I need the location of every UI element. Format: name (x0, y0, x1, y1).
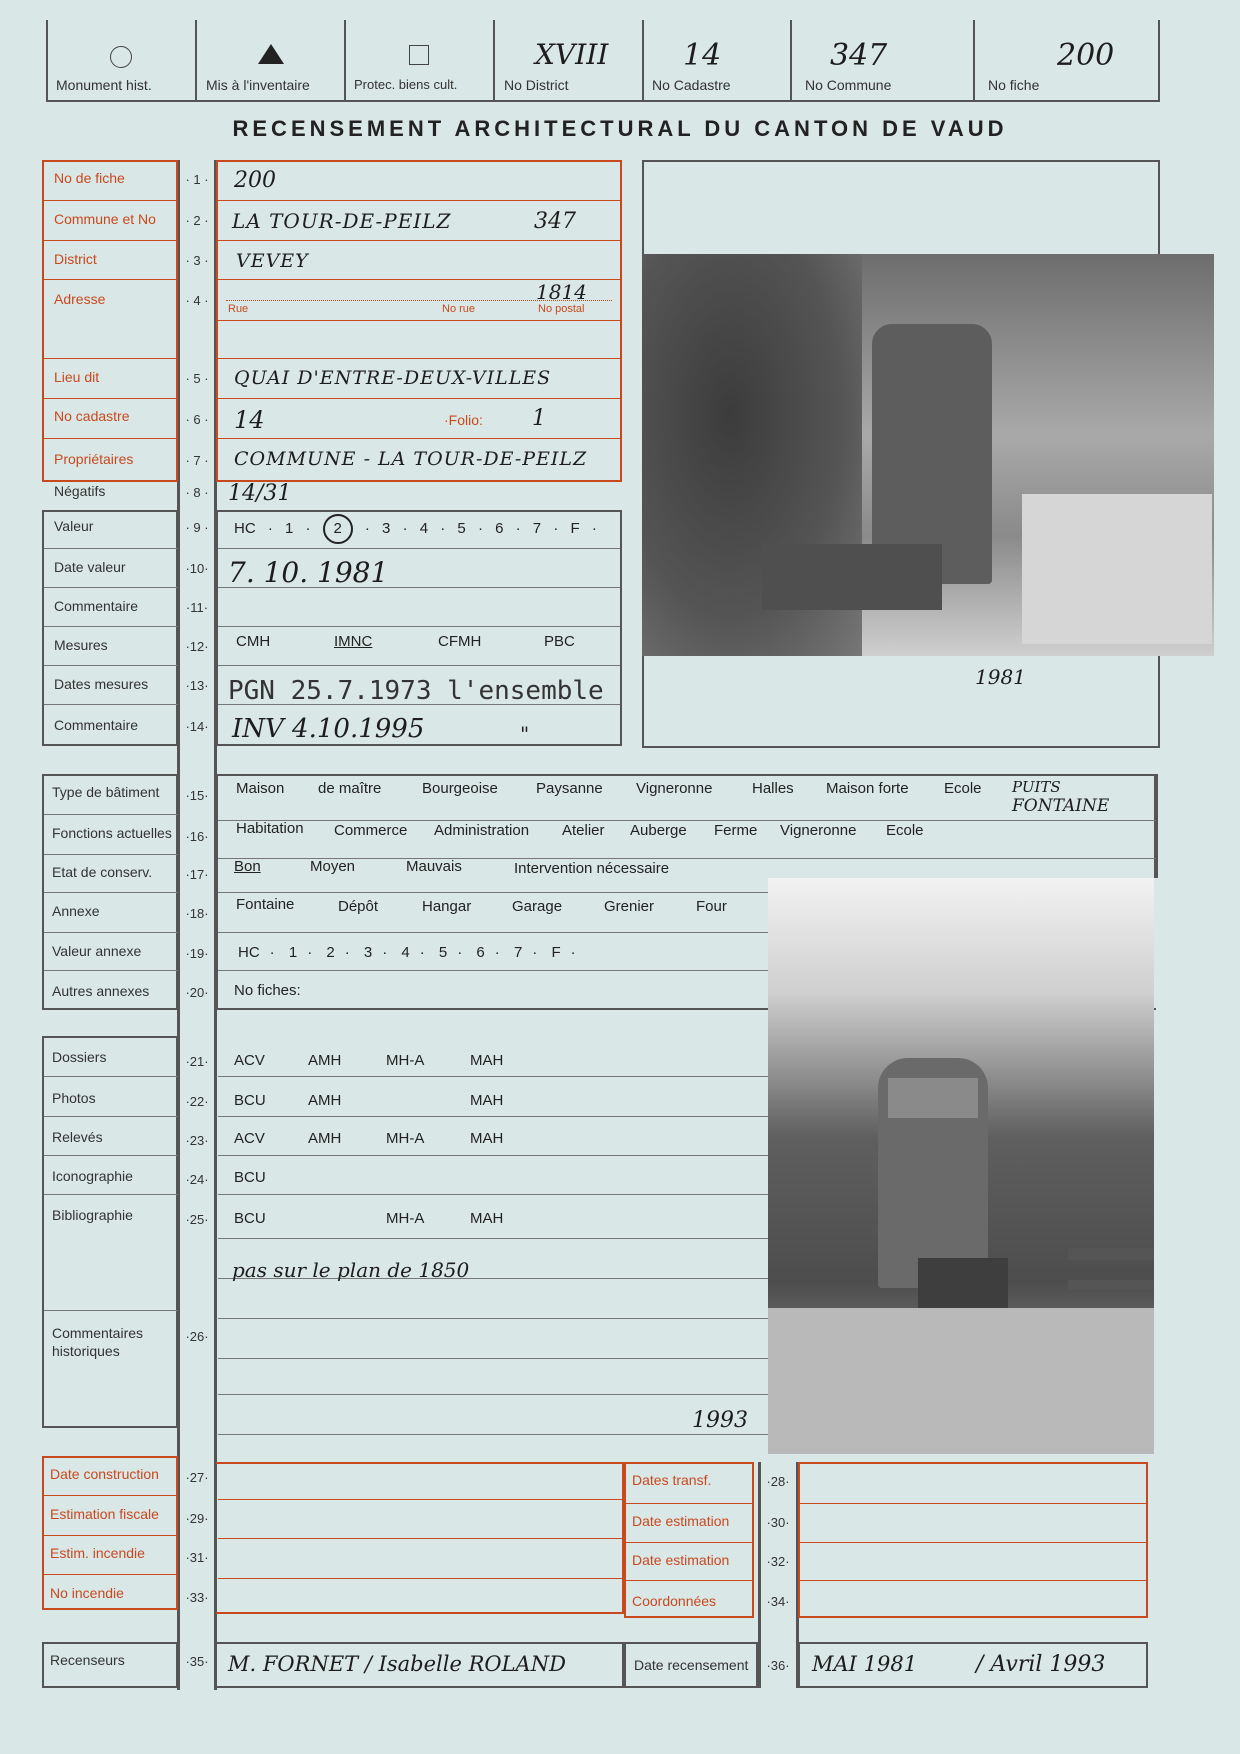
valeur-opt-7[interactable]: 7 (532, 520, 542, 537)
label-commentaire-14: Commentaire (54, 717, 139, 733)
num-19: ·19· (185, 946, 209, 961)
label-commentaire-11: Commentaire (54, 598, 139, 614)
num-32: ·32· (766, 1554, 790, 1569)
value-lieu-dit[interactable]: QUAI D'ENTRE-DEUX-VILLES (234, 367, 552, 389)
type-opt-de-maitre[interactable]: de maître (318, 780, 382, 797)
header-label-monument: Monument hist. (56, 77, 152, 93)
value-label-block (42, 510, 178, 746)
biblio-opt-mha[interactable]: MH-A (386, 1210, 425, 1227)
value-no-fiche[interactable]: 200 (234, 168, 276, 193)
label-date-construction: Date construction (50, 1466, 159, 1482)
num-8: · 8 · (185, 485, 209, 500)
fonction-opt-atelier[interactable]: Atelier (562, 822, 605, 839)
biblio-opt-mah[interactable]: MAH (470, 1210, 504, 1227)
label-etat: Etat de conserv. (52, 864, 153, 880)
type-handwritten-puits: PUITS (1012, 778, 1061, 796)
label-annexe: Annexe (52, 903, 100, 919)
value-date-recensement-1[interactable]: MAI 1981 (812, 1652, 918, 1676)
valeur-annexe-opt-hc[interactable]: HC (238, 944, 260, 961)
label-date-estimation-32: Date estimation (632, 1552, 730, 1568)
iconographie-opt-bcu[interactable]: BCU (234, 1169, 266, 1186)
monument-hist-radio[interactable] (110, 46, 132, 68)
biblio-opt-bcu[interactable]: BCU (234, 1210, 266, 1227)
valeur-opt-f[interactable]: F (570, 520, 580, 537)
inventory-triangle-icon (258, 44, 284, 64)
value-no-cadastre[interactable]: 14 (234, 406, 265, 434)
dossiers-opt-acv[interactable]: ACV (234, 1052, 265, 1069)
page-title: RECENSEMENT ARCHITECTURAL DU CANTON DE VAUD (232, 116, 1008, 141)
num-31: ·31· (185, 1550, 209, 1565)
header-label-district: No District (504, 77, 569, 93)
valeur-options: HC · 1 · 2 · 3 · 4 · 5 · 6 · 7 · F · (234, 520, 605, 544)
num-3: · 3 · (185, 253, 209, 268)
label-releves: Relevés (52, 1129, 103, 1145)
value-folio[interactable]: 1 (532, 406, 546, 431)
label-dates-mesures: Dates mesures (54, 676, 149, 692)
num-2: · 2 · (185, 213, 209, 228)
sub-no-postal: No postal (538, 303, 585, 315)
annexe-opt-four[interactable]: Four (696, 898, 727, 915)
label-commune: Commune et No (54, 211, 156, 227)
sub-no-rue: No rue (442, 303, 476, 315)
mesures-opt-cfmh[interactable]: CFMH (438, 633, 482, 650)
annexe-opt-garage[interactable]: Garage (512, 898, 563, 915)
label-iconographie: Iconographie (52, 1168, 133, 1184)
valeur-opt-1[interactable]: 1 (285, 520, 294, 537)
label-recenseurs: Recenseurs (50, 1652, 125, 1668)
num-24: ·24· (185, 1172, 209, 1187)
valeur-annexe-opt-3[interactable]: 3 (363, 944, 373, 961)
valeur-opt-5[interactable]: 5 (457, 520, 466, 537)
value-district[interactable]: VEVEY (236, 250, 309, 272)
type-handwritten-fontaine: FONTAINE (1012, 796, 1110, 816)
commentaires-hist-year[interactable]: 1993 (692, 1408, 748, 1433)
label-commentaires-hist-2: historiques (52, 1343, 120, 1359)
type-opt-maison[interactable]: Maison (236, 780, 285, 797)
label-commentaires-hist-1: Commentaires (52, 1325, 144, 1341)
label-estim-incendie: Estim. incendie (50, 1545, 145, 1561)
valeur-annexe-opt-7[interactable]: 7 (513, 944, 523, 961)
etat-opt-intervention[interactable]: Intervention nécessaire (514, 860, 670, 877)
dossiers-opt-mha[interactable]: MH-A (386, 1052, 425, 1069)
num-36: ·36· (766, 1658, 790, 1673)
valeur-opt-hc[interactable]: HC (234, 520, 256, 537)
num-14: ·14· (185, 719, 209, 734)
mesures-opt-imnc[interactable]: IMNC (334, 633, 373, 650)
annexe-opt-hangar[interactable]: Hangar (422, 898, 472, 915)
dossiers-opt-mah[interactable]: MAH (470, 1052, 504, 1069)
etat-opt-bon[interactable]: Bon (234, 858, 261, 875)
value-dates-mesures[interactable]: PGN 25.7.1973 l'ensemble (228, 676, 604, 706)
type-opt-ecole[interactable]: Ecole (944, 780, 982, 797)
num-4: · 4 · (185, 293, 209, 308)
autres-annexes-fiches[interactable]: No fiches: (234, 982, 301, 999)
header-label-commune: No Commune (805, 77, 892, 93)
identity-label-block (42, 160, 178, 482)
num-15: ·15· (185, 788, 209, 803)
type-opt-vigneronne[interactable]: Vigneronne (636, 780, 713, 797)
releves-opt-acv[interactable]: ACV (234, 1130, 265, 1147)
label-bibliographie: Bibliographie (52, 1207, 133, 1223)
fonction-opt-ferme[interactable]: Ferme (714, 822, 758, 839)
photos-opt-bcu[interactable]: BCU (234, 1092, 266, 1109)
label-no-fiche: No de fiche (54, 170, 125, 186)
header-value-fiche: 200 (1057, 38, 1115, 73)
num-9: · 9 · (185, 520, 209, 535)
num-33: ·33· (185, 1590, 209, 1605)
label-type-batiment: Type de bâtiment (52, 784, 160, 800)
label-coordonnees: Coordonnées (632, 1593, 717, 1609)
photo1-header-box (642, 160, 1160, 254)
label-date-valeur: Date valeur (54, 559, 126, 575)
photos-opt-mah[interactable]: MAH (470, 1092, 504, 1109)
num-16: ·16· (185, 829, 209, 844)
num-35: ·35· (185, 1654, 209, 1669)
num-10: ·10· (185, 561, 209, 576)
header-value-cadastre: 14 (683, 38, 722, 73)
type-opt-paysanne[interactable]: Paysanne (536, 780, 603, 797)
dossiers-opt-amh[interactable]: AMH (308, 1052, 342, 1069)
value-commentaire-14[interactable]: INV 4.10.1995 (232, 714, 425, 744)
header-value-commune: 347 (830, 38, 888, 73)
num-27: ·27· (185, 1470, 209, 1485)
num-13: ·13· (185, 678, 209, 693)
num-1: · 1 · (185, 172, 209, 187)
label-lieu-dit: Lieu dit (54, 369, 100, 385)
label-adresse: Adresse (54, 291, 106, 307)
valeur-annexe-opt-f[interactable]: F (551, 944, 561, 961)
header-label-fiche: No fiche (988, 77, 1040, 93)
label-autres-annexes: Autres annexes (52, 983, 150, 999)
fonction-opt-administration[interactable]: Administration (434, 822, 530, 839)
num-21: ·21· (185, 1054, 209, 1069)
annexe-opt-fontaine[interactable]: Fontaine (236, 896, 295, 913)
label-valeur-annexe: Valeur annexe (52, 943, 142, 959)
valeur-opt-3[interactable]: 3 (382, 520, 391, 537)
label-no-incendie: No incendie (50, 1585, 124, 1601)
num-30: ·30· (766, 1515, 790, 1530)
num-34: ·34· (766, 1594, 790, 1609)
fonction-opt-vigneronne[interactable]: Vigneronne (780, 822, 857, 839)
num-23: ·23· (185, 1133, 209, 1148)
fonction-opt-ecole[interactable]: Ecole (886, 822, 924, 839)
header-label-cadastre: No Cadastre (652, 77, 731, 93)
type-opt-halles[interactable]: Halles (752, 780, 794, 797)
releves-opt-amh[interactable]: AMH (308, 1130, 342, 1147)
releves-opt-mha[interactable]: MH-A (386, 1130, 425, 1147)
valeur-opt-2[interactable]: 2 (323, 514, 353, 544)
valeur-annexe-opt-2[interactable]: 2 (326, 944, 335, 961)
type-opt-bourgeoise[interactable]: Bourgeoise (422, 780, 498, 797)
num-12: ·12· (185, 639, 209, 654)
value-no-postal[interactable]: 1814 (536, 280, 587, 304)
num-22: ·22· (185, 1094, 209, 1109)
value-fields-box (216, 510, 622, 746)
num-25: ·25· (185, 1212, 209, 1227)
header-label-protec: Protec. biens cult. (354, 77, 458, 92)
label-valeur: Valeur (54, 518, 94, 534)
value-date-recensement-2[interactable]: / Avril 1993 (976, 1652, 1106, 1677)
label-photos: Photos (52, 1090, 96, 1106)
label-fonctions: Fonctions actuelles (52, 825, 172, 841)
num-7: · 7 · (185, 453, 209, 468)
value-commentaire-14-ditto: " (520, 722, 530, 746)
fonction-opt-habitation[interactable]: Habitation (236, 820, 304, 837)
label-date-estimation-30: Date estimation (632, 1513, 730, 1529)
num-6: · 6 · (185, 412, 209, 427)
valeur-annexe-opt-5[interactable]: 5 (438, 944, 448, 961)
label-mesures: Mesures (54, 637, 108, 653)
type-opt-maison-forte[interactable]: Maison forte (826, 780, 909, 797)
value-proprietaires[interactable]: COMMUNE - LA TOUR-DE-PEILZ (234, 448, 588, 470)
value-date-valeur[interactable]: 7. 10. 1981 (228, 556, 389, 589)
label-estimation-fiscale: Estimation fiscale (50, 1506, 159, 1522)
mesures-opt-pbc[interactable]: PBC (544, 633, 575, 650)
valeur-annexe-opt-1[interactable]: 1 (288, 944, 298, 961)
value-negatifs[interactable]: 14/31 (228, 481, 292, 506)
photo-1981 (642, 254, 1214, 656)
value-recenseurs[interactable]: M. FORNET / Isabelle ROLAND (228, 1652, 566, 1676)
photos-opt-amh[interactable]: AMH (308, 1092, 342, 1109)
etat-opt-mauvais[interactable]: Mauvais (406, 858, 462, 875)
annexe-opt-grenier[interactable]: Grenier (604, 898, 655, 915)
annexe-opt-depot[interactable]: Dépôt (338, 898, 379, 915)
photo1-caption-box (642, 656, 1160, 748)
num-18: ·18· (185, 906, 209, 921)
label-dates-transf: Dates transf. (632, 1472, 712, 1488)
value-commune-no[interactable]: 347 (534, 209, 576, 234)
num-5: · 5 · (185, 371, 209, 386)
num-28: ·28· (766, 1474, 790, 1489)
valeur-annexe-options: HC · 1 · 2 · 3 · 4 · 5 · 6 · 7 · F · (238, 944, 576, 961)
photo-1993 (768, 878, 1154, 1454)
valeur-opt-6[interactable]: 6 (495, 520, 504, 537)
num-20: ·20· (185, 985, 209, 1000)
valeur-opt-4[interactable]: 4 (419, 520, 429, 537)
header-value-district: XVIII (535, 38, 609, 71)
label-no-cadastre: No cadastre (54, 408, 130, 424)
fonction-opt-auberge[interactable]: Auberge (630, 822, 687, 839)
label-proprietaires: Propriétaires (54, 451, 134, 467)
label-district: District (54, 251, 97, 267)
num-17: ·17· (185, 867, 209, 882)
protec-checkbox[interactable] (409, 45, 429, 65)
valeur-annexe-opt-6[interactable]: 6 (476, 944, 485, 961)
value-commune[interactable]: LA TOUR-DE-PEILZ (232, 209, 452, 233)
bibliographie-note[interactable]: pas sur le plan de 1850 (232, 1258, 470, 1282)
mesures-opt-cmh[interactable]: CMH (236, 633, 271, 650)
num-26: ·26· (185, 1329, 209, 1344)
num-29: ·29· (185, 1511, 209, 1526)
releves-opt-mah[interactable]: MAH (470, 1130, 504, 1147)
label-negatifs: Négatifs (54, 483, 106, 499)
header-label-inventaire: Mis à l'inventaire (206, 77, 310, 93)
sub-rue: Rue (228, 303, 249, 315)
label-folio: ·Folio: (444, 412, 483, 428)
label-dossiers: Dossiers (52, 1049, 107, 1065)
fonction-opt-commerce[interactable]: Commerce (334, 822, 408, 839)
valeur-annexe-opt-4[interactable]: 4 (401, 944, 410, 961)
etat-opt-moyen[interactable]: Moyen (310, 858, 356, 875)
label-date-recensement: Date recensement (634, 1657, 749, 1673)
num-11: ·11· (185, 600, 209, 615)
photo1-year: 1981 (975, 665, 1026, 689)
